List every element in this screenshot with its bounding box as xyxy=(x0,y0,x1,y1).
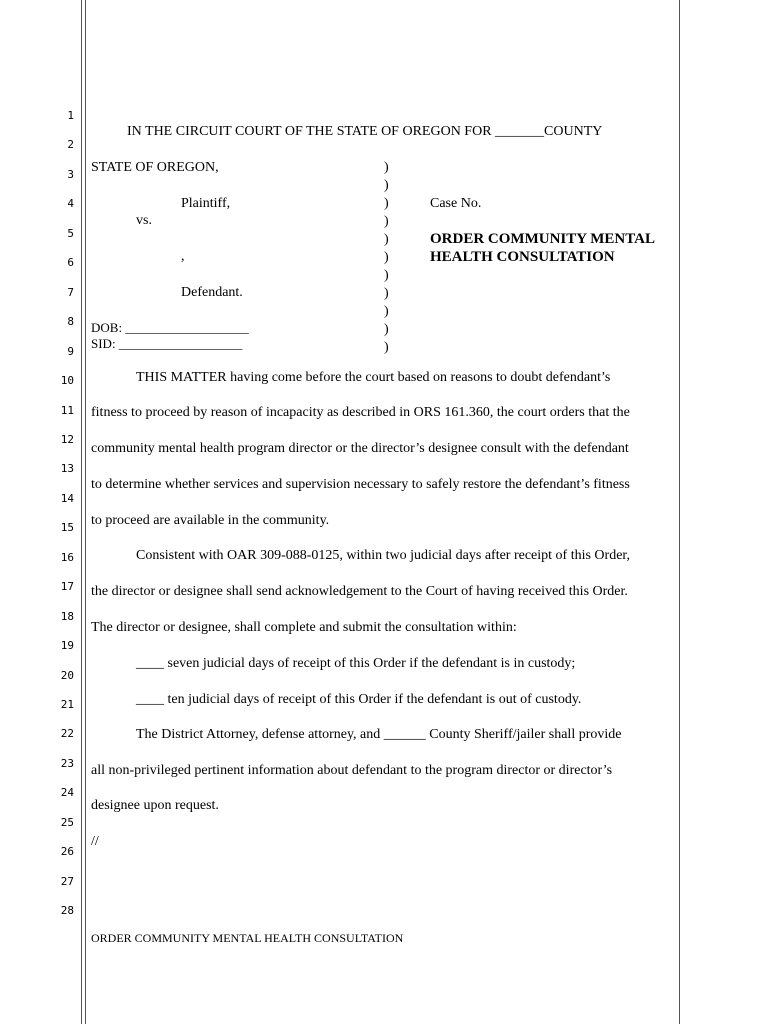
body-p3-line-3: designee upon request. xyxy=(91,798,219,813)
sid-field: SID: ___________________ xyxy=(91,336,243,351)
body-p2-line-2: the director or designee shall send acknowledgement to the Court of having received this Order. xyxy=(91,584,628,599)
line-number: 5 xyxy=(67,226,74,240)
line-number: 28 xyxy=(60,904,74,918)
line-number: 18 xyxy=(60,609,74,623)
continuation-slashes: // xyxy=(91,834,99,849)
line-number: 23 xyxy=(60,756,74,770)
left-margin-rule xyxy=(81,0,82,1024)
body-p1-line-3: community mental health program director or the director’s designee consult with the defendant xyxy=(91,441,629,456)
line-number: 20 xyxy=(60,668,74,682)
line-number: 2 xyxy=(67,138,74,152)
line-number: 6 xyxy=(67,256,74,270)
line-number: 8 xyxy=(67,315,74,329)
caption-paren: ) xyxy=(384,214,389,229)
plaintiff-role: Plaintiff, xyxy=(181,196,231,211)
caption-paren: ) xyxy=(384,160,389,175)
plaintiff-name: STATE OF OREGON, xyxy=(91,160,219,175)
line-number: 27 xyxy=(60,874,74,888)
order-title-line-2: HEALTH CONSULTATION xyxy=(430,249,615,265)
body-p1-line-5: to proceed are available in the community. xyxy=(91,513,330,528)
option-out-of-custody: ____ ten judicial days of receipt of this Order if the defendant is out of custody. xyxy=(136,692,582,707)
right-margin-rule xyxy=(679,0,680,1024)
defendant-role: Defendant. xyxy=(181,285,243,300)
page-footer: ORDER COMMUNITY MENTAL HEALTH CONSULTATION xyxy=(91,931,404,945)
body-p2-line-3: The director or designee, shall complete and submit the consultation within: xyxy=(91,620,517,635)
line-number: 21 xyxy=(60,698,74,711)
line-number: 15 xyxy=(60,521,74,535)
line-number: 12 xyxy=(60,432,74,446)
option-in-custody: ____ seven judicial days of receipt of this Order if the defendant is in custody; xyxy=(136,656,576,671)
line-number: 1 xyxy=(67,109,74,122)
line-number: 26 xyxy=(60,845,74,859)
order-title-line-1: ORDER COMMUNITY MENTAL xyxy=(430,231,655,247)
versus-label: vs. xyxy=(136,213,152,228)
body-p1-line-1: THIS MATTER having come before the court based on reasons to doubt defendant’s xyxy=(136,370,611,385)
line-number: 11 xyxy=(60,403,74,417)
caption-paren: ) xyxy=(384,268,389,283)
left-margin-rule-inner xyxy=(85,0,86,1024)
body-p3-line-2: all non-privileged pertinent information about defendant to the program director or director’s xyxy=(91,763,613,778)
line-number: 19 xyxy=(60,639,74,653)
body-p2-line-1: Consistent with OAR 309-088-0125, within two judicial days after receipt of this Order, xyxy=(136,548,631,563)
line-number: 4 xyxy=(67,197,74,211)
line-number: 13 xyxy=(60,462,74,476)
caption-paren: ) xyxy=(384,286,389,301)
dob-field: DOB: ___________________ xyxy=(91,320,249,335)
line-number: 24 xyxy=(60,786,74,800)
caption-paren: ) xyxy=(384,304,389,319)
case-number-label: Case No. xyxy=(430,196,482,211)
line-number: 10 xyxy=(60,374,74,388)
line-number: 16 xyxy=(60,550,74,564)
line-number: 22 xyxy=(60,727,74,741)
caption-paren: ) xyxy=(384,322,389,337)
line-number: 14 xyxy=(60,491,74,505)
defendant-name: , xyxy=(181,249,185,264)
caption-paren: ) xyxy=(384,178,389,193)
body-p3-line-1: The District Attorney, defense attorney, and ______ County Sheriff/jailer shall provide xyxy=(136,727,622,742)
court-header: IN THE CIRCUIT COURT OF THE STATE OF OREGON FOR _______COUNTY xyxy=(127,124,603,139)
caption-paren: ) xyxy=(384,250,389,265)
caption-paren: ) xyxy=(384,232,389,247)
line-number: 7 xyxy=(67,285,74,299)
line-number: 3 xyxy=(67,167,74,181)
caption-paren: ) xyxy=(384,196,389,211)
line-number: 9 xyxy=(67,344,74,358)
body-p1-line-4: to determine whether services and supervision necessary to safely restore the defendant’s fitness xyxy=(91,477,630,492)
caption-paren: ) xyxy=(384,340,389,355)
line-number: 17 xyxy=(60,580,74,594)
line-number: 25 xyxy=(60,815,74,829)
body-p1-line-2: fitness to proceed by reason of incapacity as described in ORS 161.360, the court orders that the xyxy=(91,405,630,420)
